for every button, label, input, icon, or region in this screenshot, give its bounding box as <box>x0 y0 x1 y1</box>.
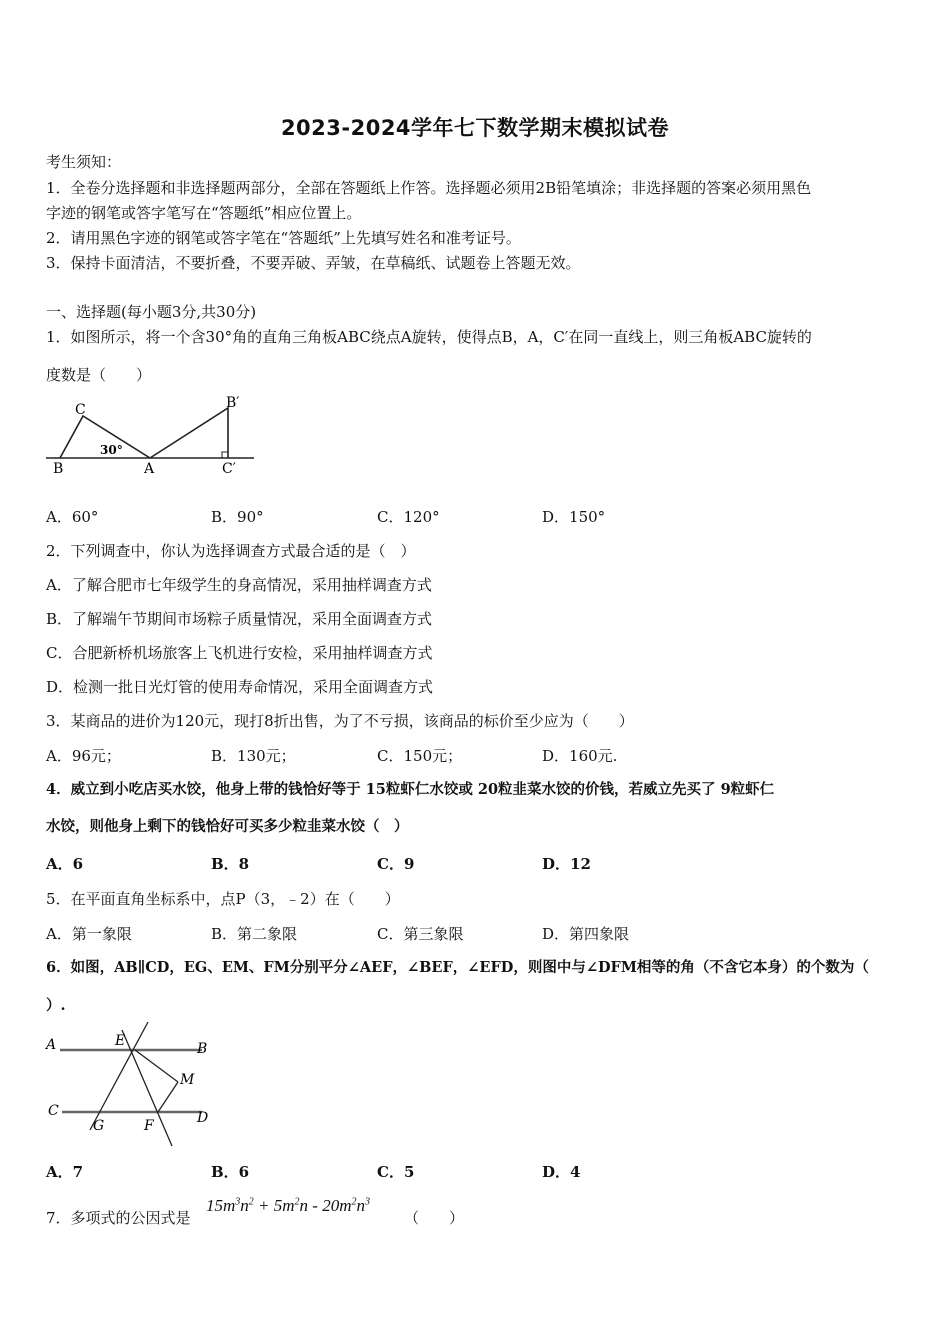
question-2-stem: 2．下列调查中，你认为选择调查方式最合适的是（ ） <box>46 542 416 560</box>
option-c: C．5 <box>377 1163 415 1181</box>
label-a: A <box>144 461 155 477</box>
question-5-stem: 5．在平面直角坐标系中，点P（3，﹣2）在（ ） <box>46 890 400 908</box>
label-angle: 30° <box>100 443 123 457</box>
label-b: B <box>53 461 64 477</box>
option-d: D．第四象限 <box>542 925 630 943</box>
notice-item: 3．保持卡面清洁，不要折叠，不要弄破、弄皱，在草稿纸、试题卷上答题无效。 <box>46 254 581 272</box>
label-e: E <box>115 1033 126 1049</box>
option-a: A．第一象限 <box>46 925 132 943</box>
label-f: F <box>144 1118 154 1134</box>
option-b: B．6 <box>211 1163 250 1181</box>
label-c: C <box>48 1103 59 1119</box>
label-m: M <box>180 1072 195 1088</box>
notice-heading: 考生须知： <box>46 153 122 171</box>
label-c: C <box>75 402 86 418</box>
label-c-prime: C′ <box>222 461 236 477</box>
label-b-prime: B′ <box>226 395 240 411</box>
option-a: A．96元； <box>46 747 121 765</box>
option-a: A．6 <box>46 855 84 873</box>
question-4-stem: 4．威立到小吃店买水饺，他身上带的钱恰好等于 15粒虾仁水饺或 20粒韭菜水饺的价钱，若威立先买了 9粒虾仁 <box>46 781 775 798</box>
question-7-paren: （ ） <box>404 1209 465 1227</box>
triangle-ab-c <box>150 408 228 458</box>
page-title: 2023-2024学年七下数学期末模拟试卷 <box>280 116 670 140</box>
question-6-stem: 6．如图，AB∥CD，EG、EM、FM分别平分∠AEF，∠BEF，∠EFD，则图中与∠DFM相等的角（不含它本身）的个数为（ <box>46 959 869 976</box>
option-b: B．了解端午节期间市场粽子质量情况，采用全面调查方式 <box>46 610 433 628</box>
question-6-figure <box>40 1020 220 1152</box>
option-c: C．120° <box>377 508 440 526</box>
notice-item: 1．全卷分选择题和非选择题两部分，全部在答题纸上作答。选择题必须用2B铅笔填涂；非选择题的答案必须用黑色 <box>46 179 812 197</box>
right-angle-mark <box>222 452 228 458</box>
option-d: D．150° <box>542 508 606 526</box>
option-b: B．130元； <box>211 747 296 765</box>
option-d: D．160元. <box>542 747 618 765</box>
option-d: D．4 <box>542 1163 581 1181</box>
question-4-stem-cont: 水饺，则他身上剩下的钱恰好可买多少粒韭菜水饺（ ） <box>46 818 409 835</box>
option-b: B．第二象限 <box>211 925 298 943</box>
notice-item: 字迹的钢笔或答字笔写在“答题纸”相应位置上。 <box>46 204 362 222</box>
question-1-stem-cont: 度数是（ ） <box>46 366 152 384</box>
option-b: B．90° <box>211 508 264 526</box>
polynomial-expression: $15m^3n^2 + 5m^2n - 20m^2n^3$ <box>206 1196 370 1215</box>
question-7-stem: 7．多项式的公因式是 <box>46 1209 191 1227</box>
option-c: C．第三象限 <box>377 925 464 943</box>
option-b: B．8 <box>211 855 250 873</box>
label-d: D <box>197 1110 209 1126</box>
option-a: A．了解合肥市七年级学生的身高情况，采用抽样调查方式 <box>46 576 432 594</box>
label-b: B <box>197 1041 208 1057</box>
option-d: D．检测一批日光灯管的使用寿命情况，采用全面调查方式 <box>46 678 434 696</box>
line-fm <box>158 1082 178 1112</box>
option-c: C．合肥新桥机场旅客上飞机进行安检，采用抽样调查方式 <box>46 644 433 662</box>
option-a: A．7 <box>46 1163 84 1181</box>
option-c: C．150元； <box>377 747 463 765</box>
option-a: A．60° <box>46 508 99 526</box>
line-em <box>135 1050 178 1082</box>
section-heading: 一、选择题(每小题3分,共30分) <box>46 303 257 321</box>
question-6-stem-cont: ）. <box>46 997 66 1014</box>
label-a: A <box>46 1037 57 1053</box>
notice-item: 2．请用黑色字迹的钢笔或答字笔在“答题纸”上先填写姓名和准考证号。 <box>46 229 521 247</box>
label-g: G <box>93 1118 105 1134</box>
question-1-figure <box>40 388 265 480</box>
option-d: D．12 <box>542 855 591 873</box>
question-1-stem: 1．如图所示，将一个含30°角的直角三角板ABC绕点A旋转，使得点B，A，C′在同一直线上，则三角板ABC旋转的 <box>46 328 812 346</box>
option-c: C．9 <box>377 855 415 873</box>
question-3-stem: 3．某商品的进价为120元，现打8折出售，为了不亏损，该商品的标价至少应为（ ） <box>46 712 634 730</box>
